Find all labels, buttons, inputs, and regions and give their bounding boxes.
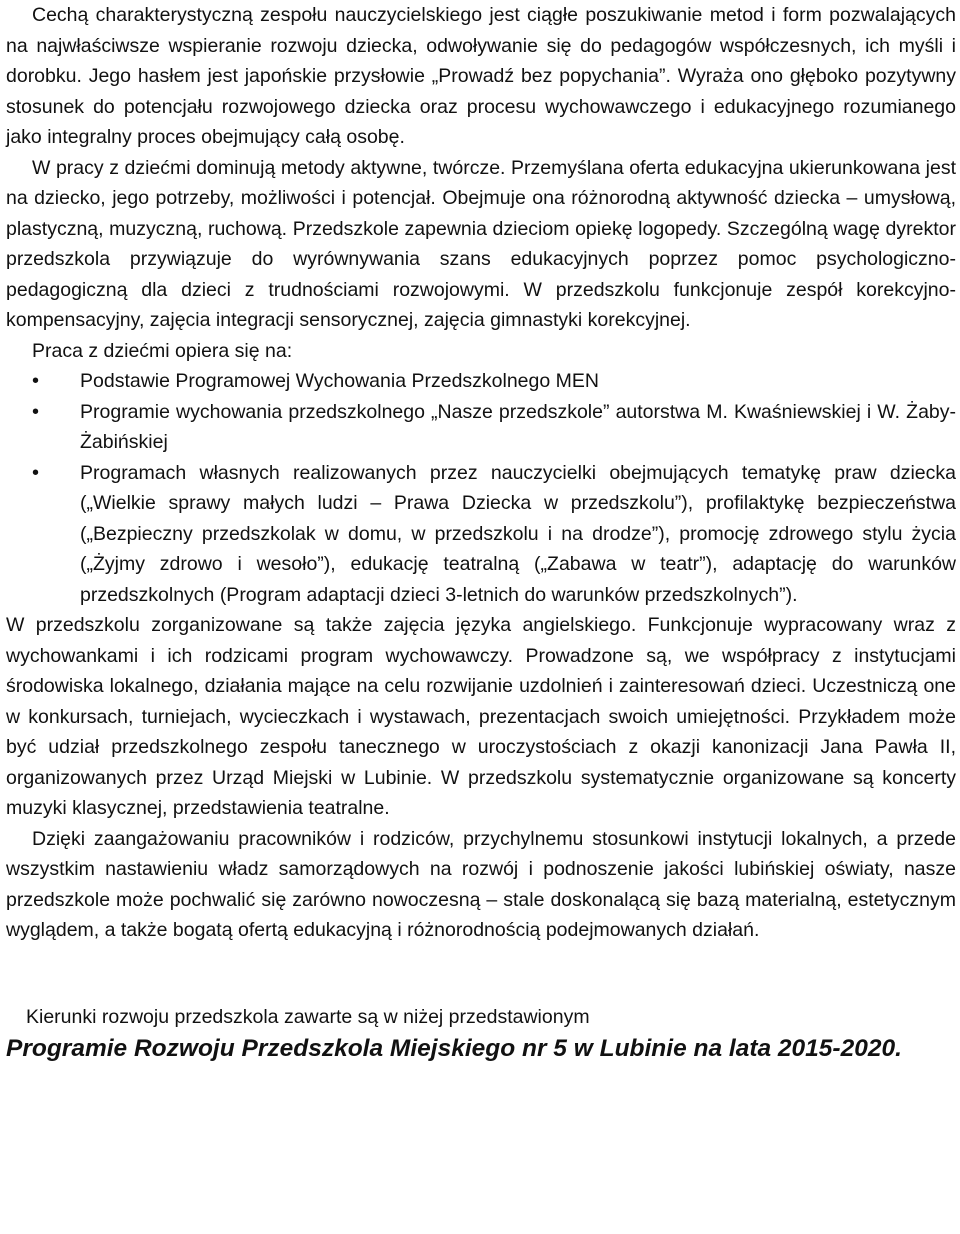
list-item: • Podstawie Programowej Wychowania Przedszkolnego MEN bbox=[80, 366, 956, 397]
paragraph-extra-activities: W przedszkolu zorganizowane są także zajęcia języka angielskiego. Funkcjonuje wypracowany wraz z wychowankami i ich rodzicami program wychowawczy. Prowadzone są, we współpracy z instytucjami środowiska lokalnego, działania mające na celu rozwijanie uzdolnień i zainteresowań dzieci. Uczestniczą one w konkursach, turniejach, wycieczkach i wystawach, prezentacjach swoich umiejętności. Przykładem może być udział przedszkolnego zespołu tanecznego w uroczystościach z okazji kanonizacji Jana Pawła II, organizowanych przez Urząd Miejski w Lubinie. W przedszkolu systematycznie organizowane są koncerty muzyki klasycznej, przedstawienia teatralne. bbox=[6, 614, 956, 819]
program-list bbox=[6, 366, 956, 610]
list-item: • Programach własnych realizowanych przez nauczycielki obejmujących tematykę praw dziecka („Wielkie sprawy małych ludzi – Prawa Dziecka w przedszkolu”), profilaktykę bezpieczeństwa („Bezpieczny przedszkolak w domu, w przedszkolu i na drodze”), promocję zdrowego stylu życia („Żyjmy zdrowo i wesoło”), edukację teatralną („Zabawa w teatr”), adaptację do warunków przedszkolnych (Program adaptacji dzieci 3-letnich do warunków przedszkolnych”). bbox=[80, 458, 956, 611]
list-item: • Programie wychowania przedszkolnego „Nasze przedszkole” autorstwa M. Kwaśniewskiej i W. Żaby-Żabińskiej bbox=[80, 397, 956, 458]
paragraph-team-characteristics: Cechą charakterystyczną zespołu nauczycielskiego jest ciągłe poszukiwanie metod i form pozwalających na najwłaściwsze wspieranie rozwoju dziecka, odwoływanie się do pedagogów współczesnych, ich myśli i dorobku. Jego hasłem jest japońskie przysłowie „Prowadź bez popychania”. Wyraża ono głęboko pozytywny stosunek do potencjału rozwojowego dziecka oraz procesu wychowawczego i edukacyjnego rozumianego jako integralny proces obejmujący całą osobę. bbox=[6, 4, 956, 148]
program-title: Programie Rozwoju Przedszkola Miejskiego nr 5 w Lubinie na lata 2015-2020. bbox=[6, 1035, 902, 1062]
paragraph-closing: Dzięki zaangażowaniu pracowników i rodziców, przychylnemu stosunkowi instytucji lokalnych, a przede wszystkim nastawieniu władz samorządowych na rozwój i podnoszenie jakości lubińskiej oświaty, nasze przedszkole może pochwalić się zarówno nowoczesną – stale doskonalącą się bazą materialną, estetycznym wyglądem, a także bogatą ofertą edukacyjną i różnorodnością podejmowanych działań. bbox=[6, 827, 956, 941]
paragraph-work-basis: Praca z dziećmi opiera się na: bbox=[32, 339, 293, 362]
paragraph-active-methods: W pracy z dziećmi dominują metody aktywne, twórcze. Przemyślana oferta edukacyjna ukierunkowana jest na dziecko, jego potrzeby, możliwości i potencjał. Obejmuje ona różnorodną aktywność dziecka – umysłową, plastyczną, muzyczną, ruchową. Przedszkole zapewnia dzieciom opiekę logopedy. Szczególną wagę dyrektor przedszkola przywiązuje do wyrównywania szans edukacyjnych poprzez pomoc psychologiczno-pedagogiczną dla dzieci z trudnościami rozwojowymi. W przedszkolu funkcjonuje zespół korekcyjno-kompensacyjny, zajęcia integracji sensorycznej, zajęcia gimnastyki korekcyjnej. bbox=[6, 156, 956, 331]
spacer bbox=[6, 946, 956, 1002]
footer-intro: Kierunki rozwoju przedszkola zawarte są w niżej przedstawionym bbox=[26, 1005, 590, 1028]
